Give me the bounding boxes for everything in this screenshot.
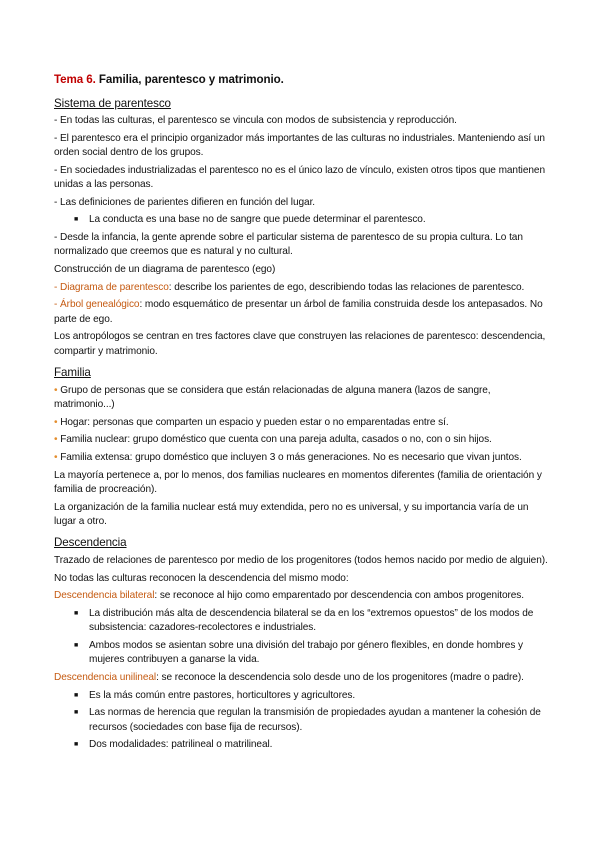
page-title: [54, 72, 550, 87]
term: Descendencia unilineal: [54, 671, 157, 683]
paragraph: - En sociedades industrializadas el parentesco no es el único lazo de vínculo, existen otros tipos que mantienen unidas a las personas.: [54, 164, 545, 191]
square-bullet-icon: ■: [74, 609, 79, 617]
paragraph: - En todas las culturas, el parentesco se vincula con modos de subsistencia y reproducción.: [54, 115, 457, 127]
heading-descendencia: Descendencia: [54, 536, 127, 550]
bullet-item: ■ Las normas de herencia que regulan la transmisión de propiedades ayudan a mantener la cohesión de recursos (sociedades con base fija de recursos).: [54, 706, 550, 735]
bullet-item: ■ La distribución más alta de descendencia bilateral se da en los “extremos opuestos” de los modos de subsistencia: cazadores-recolectores e industriales.: [54, 607, 550, 636]
square-bullet-icon: ■: [74, 741, 79, 749]
bullet-item: ■ Dos modalidades: patrilineal o matrilineal.: [54, 738, 550, 752]
dot-bullet-icon: •: [54, 452, 58, 464]
dot-item: • Familia extensa: grupo doméstico que incluyen 3 o más generaciones. No es necesario que vivan juntos.: [54, 452, 522, 464]
bullet-item: ■ Ambos modos se asientan sobre una división del trabajo por género flexibles, en donde hombres y mujeres contribuyen a ganarse la vida.: [54, 639, 550, 668]
bullet-item: ■ La conducta es una base no de sangre que puede determinar el parentesco.: [54, 213, 550, 227]
paragraph: - Las definiciones de parientes difieren en función del lugar.: [54, 196, 316, 208]
square-bullet-icon: ■: [74, 216, 79, 224]
paragraph: Trazado de relaciones de parentesco por medio de los progenitores (todos hemos nacido por medio de alguien).: [54, 554, 548, 566]
square-bullet-icon: ■: [74, 691, 79, 699]
term: - Árbol genealógico: [54, 299, 140, 311]
dot-bullet-icon: •: [54, 384, 58, 396]
document-page: [54, 72, 550, 756]
definition-unilineal: Descendencia unilineal: se reconoce la descendencia solo desde uno de los progenitores (madre o padre).: [54, 671, 524, 683]
topic-number: Tema 6.: [54, 73, 96, 86]
heading-familia: Familia: [54, 366, 91, 380]
dot-item: • Hogar: personas que comparten un espacio y pueden estar o no emparentadas entre sí.: [54, 416, 449, 428]
dot-bullet-icon: •: [54, 434, 58, 446]
paragraph: La mayoría pertenece a, por lo menos, dos familias nucleares en momentos diferentes (familia de orientación y familia de procreación).: [54, 469, 542, 495]
dot-item: • Grupo de personas que se considera que están relacionadas de alguna manera (lazos de sangre, matrimonio...): [54, 384, 491, 410]
square-bullet-icon: ■: [74, 641, 79, 649]
definition-bilateral: Descendencia bilateral: se reconoce al hijo como emparentado por descendencia con ambos progenitores.: [54, 590, 524, 602]
definition-arbol: - Árbol genealógico: modo esquemático de presentar un árbol de familia construida desde los antepasados. No parte de ego.: [54, 299, 543, 325]
term: - Diagrama de parentesco: [54, 281, 169, 293]
definition-diagrama: - Diagrama de parentesco: describe los parientes de ego, describiendo todas las relaciones de parentesco.: [54, 281, 525, 293]
dot-bullet-icon: •: [54, 416, 58, 428]
paragraph: - Desde la infancia, la gente aprende sobre el particular sistema de parentesco de su propia cultura. Lo tan normalizado que creemos que es natural y no cultural.: [54, 232, 523, 258]
paragraph: Los antropólogos se centran en tres factores clave que construyen las relaciones de parentesco: descendencia, compartir y matrimonio.: [54, 331, 546, 357]
topic-title: Familia, parentesco y matrimonio.: [95, 73, 284, 86]
paragraph: Construcción de un diagrama de parentesco (ego): [54, 264, 276, 276]
bullet-item: ■ Es la más común entre pastores, horticultores y agricultores.: [54, 689, 550, 703]
heading-sistema-parentesco: Sistema de parentesco: [54, 96, 171, 110]
paragraph: La organización de la familia nuclear está muy extendida, pero no es universal, y su importancia varía de un lugar a otro.: [54, 501, 529, 527]
square-bullet-icon: ■: [74, 709, 79, 717]
term: Descendencia bilateral: [54, 590, 155, 602]
dot-item: • Familia nuclear: grupo doméstico que cuenta con una pareja adulta, casados o no, con o sin hijos.: [54, 434, 492, 446]
paragraph: No todas las culturas reconocen la descendencia del mismo modo:: [54, 572, 349, 584]
paragraph: - El parentesco era el principio organizador más importantes de las culturas no industriales. Manteniendo así un orden social dentro de los grupos.: [54, 132, 545, 159]
